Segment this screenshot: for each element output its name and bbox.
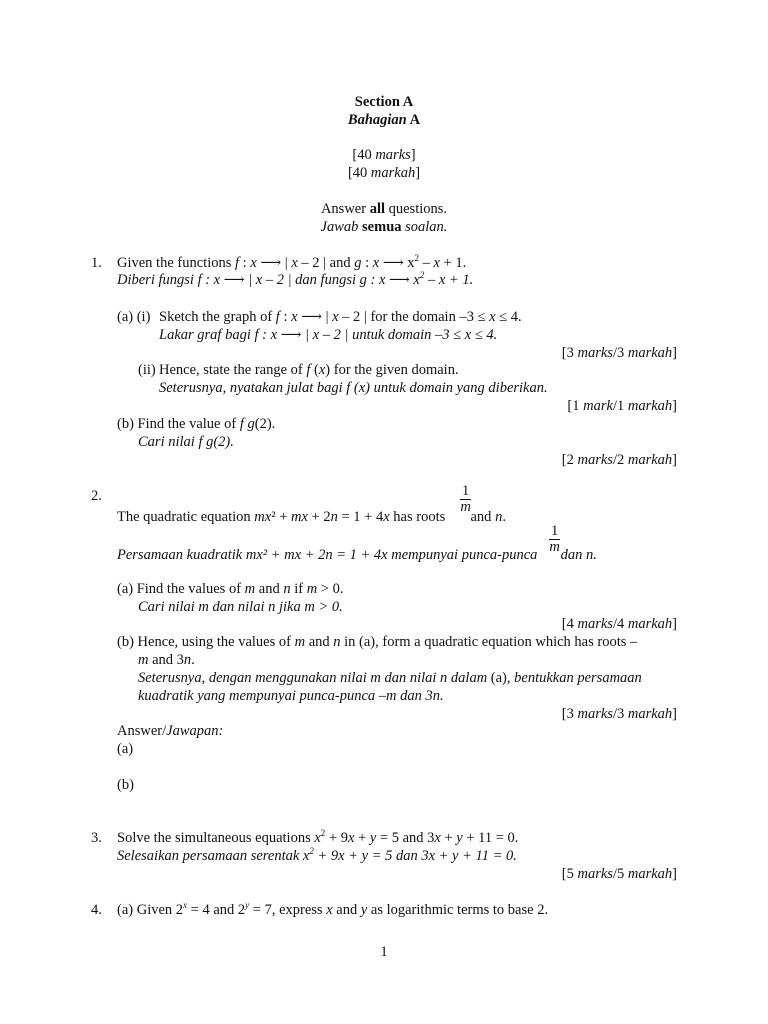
q2-number: 2. <box>91 488 102 504</box>
section-title: Section A <box>354 94 414 110</box>
q4-number: 4. <box>91 902 102 918</box>
section-title-ms: Bahagian A <box>347 112 421 128</box>
q1-a-i-en: Sketch the graph of f : x ⟶ | x – 2 | for the domain –3 ≤ x ≤ 4. <box>159 309 522 325</box>
q1-b-en: (b) Find the value of f g(2). <box>117 416 276 432</box>
q1-a-ii-ms: Seterusnya, nyatakan julat bagi f (x) untuk domain yang diberikan. <box>159 380 548 396</box>
q2-b-ms-line1: Seterusnya, dengan menggunakan nilai m dan nilai n dalam (a), bentukkan persamaan <box>138 670 642 686</box>
q2-a-marks: [4 marks/4 markah] <box>561 616 677 632</box>
q1-a-ii-en: Hence, state the range of f (x) for the given domain. <box>159 362 459 378</box>
q3-en: Solve the simultaneous equations $x^2 + 9x + y = 5$ and 3x + y + 11 = 0. <box>117 828 519 846</box>
q2-answer-b: (b) <box>117 777 134 793</box>
q2-a-en: (a) Find the values of m and n if m > 0. <box>117 581 344 597</box>
q3-number: 3. <box>91 830 102 846</box>
q2-answer-a: (a) <box>117 741 134 757</box>
q2-equation-en: The quadratic equation mx² + mx + 2n = 1 + 4x has roots and n. <box>117 509 506 525</box>
q2-fraction-en: $\frac{1}{m}$ <box>460 483 471 515</box>
q1-given-ms: Diberi fungsi f : x ⟶ | x – 2 | dan fungsi g : x ⟶ $x^2 - x + 1$. <box>117 270 474 288</box>
q1-a-i-marks: [3 marks/3 markah] <box>561 345 677 361</box>
page-number: 1 <box>380 944 388 960</box>
q1-a-i-label: (a) (i) <box>117 309 151 325</box>
q1-a-ii-marks: [1 mark/1 markah] <box>567 398 677 414</box>
q2-b-en-line2: m and 3n. <box>138 652 195 668</box>
total-marks-ms: [40 markah] <box>347 165 421 181</box>
instruction-ms: Jawab semua soalan. <box>320 219 448 235</box>
total-marks-en: [40 marks] <box>352 147 416 163</box>
q2-fraction-ms: $\frac{1}{m}$ <box>549 523 560 555</box>
q2-b-en-line1: (b) Hence, using the values of m and n in (a), form a quadratic equation which has roots – <box>117 634 638 650</box>
q3-marks: [5 marks/5 markah] <box>561 866 677 882</box>
instruction-en: Answer all questions. <box>320 201 448 217</box>
q2-b-ms-line2: kuadratik yang mempunyai punca-punca –m dan 3n. <box>138 688 444 704</box>
q1-given-en: Given the functions f : x ⟶ | x – 2 | and g : x ⟶ $x^2 - x + 1$. <box>117 253 467 271</box>
q1-b-ms: Cari nilai f g(2). <box>138 434 234 450</box>
q3-ms: Selesaikan persamaan serentak $x^2 + 9x + y = 5$ dan 3x + y + 11 = 0. <box>117 846 517 864</box>
q1-number: 1. <box>91 255 102 271</box>
q2-answer-label: Answer/Jawapan: <box>117 723 224 739</box>
q2-a-ms: Cari nilai m dan nilai n jika m > 0. <box>138 599 343 615</box>
q1-a-i-ms: Lakar graf bagi f : x ⟶ | x – 2 | untuk domain –3 ≤ x ≤ 4. <box>159 327 498 343</box>
q1-b-marks: [2 marks/2 markah] <box>561 452 677 468</box>
q2-equation-ms: Persamaan kuadratik mx² + mx + 2n = 1 + 4x mempunyai punca-punca dan n. <box>117 547 597 563</box>
q2-b-marks: [3 marks/3 markah] <box>561 706 677 722</box>
q4-a-en: (a) Given $2^x = 4$ and $2^y = 7$, express x and y as logarithmic terms to base 2. <box>117 900 549 918</box>
q1-a-ii-label: (ii) <box>138 362 156 378</box>
